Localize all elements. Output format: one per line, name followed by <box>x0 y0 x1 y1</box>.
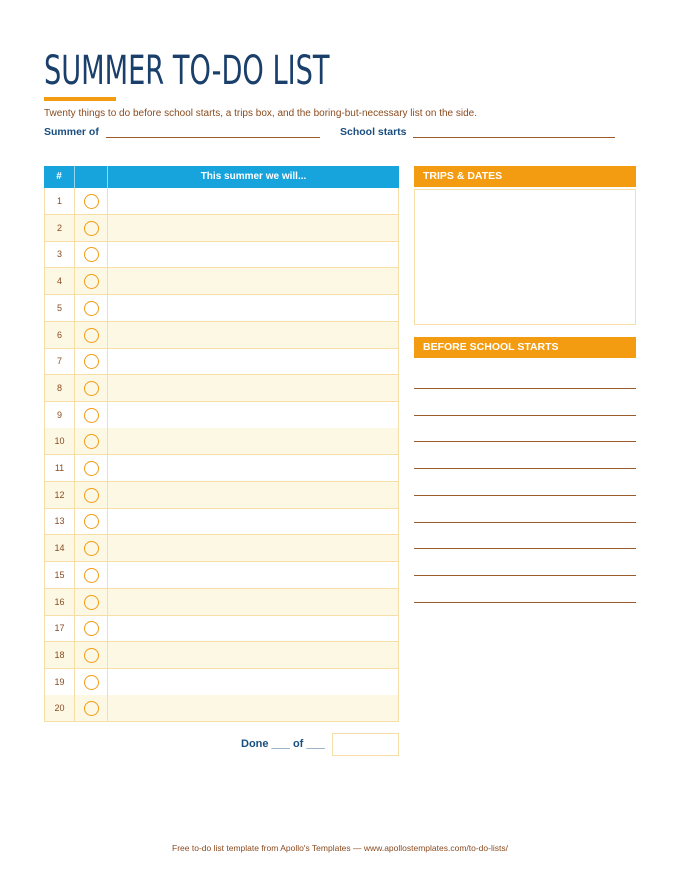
checkbox-circle-icon[interactable] <box>84 595 99 610</box>
before-school-line[interactable] <box>414 388 636 389</box>
checkbox-circle-icon[interactable] <box>84 675 99 690</box>
checkbox-circle-icon[interactable] <box>84 461 99 476</box>
checkbox-circle-icon[interactable] <box>84 434 99 449</box>
checkbox-cell <box>75 188 108 214</box>
task-field[interactable] <box>108 268 398 294</box>
checkbox-circle-icon[interactable] <box>84 701 99 716</box>
row-number: 11 <box>45 455 75 481</box>
row-number: 1 <box>45 188 75 214</box>
checkbox-cell <box>75 589 108 615</box>
trips-dates-box[interactable] <box>414 189 636 325</box>
table-row <box>44 428 399 455</box>
table-row <box>44 535 399 562</box>
checkbox-cell <box>75 508 108 534</box>
table-row <box>44 375 399 402</box>
trips-dates-header: TRIPS & DATES <box>414 166 636 187</box>
checkbox-cell <box>75 215 108 241</box>
row-number: 17 <box>45 615 75 641</box>
checkbox-cell <box>75 562 108 588</box>
checkbox-cell <box>75 455 108 481</box>
task-field[interactable] <box>108 642 398 668</box>
task-field[interactable] <box>108 215 398 241</box>
row-number: 7 <box>45 348 75 374</box>
checkbox-circle-icon[interactable] <box>84 514 99 529</box>
summer-of-field[interactable] <box>106 137 320 138</box>
row-number: 12 <box>45 482 75 508</box>
checkbox-circle-icon[interactable] <box>84 301 99 316</box>
checkbox-circle-icon[interactable] <box>84 568 99 583</box>
checkbox-cell <box>75 695 108 721</box>
checkbox-cell <box>75 375 108 401</box>
page-title: SUMMER TO-DO LIST <box>44 48 330 94</box>
checkbox-circle-icon[interactable] <box>84 221 99 236</box>
task-field[interactable] <box>108 375 398 401</box>
column-header-check <box>75 166 107 188</box>
checkbox-cell <box>75 348 108 374</box>
column-header-number: # <box>56 171 62 182</box>
task-field[interactable] <box>108 188 398 214</box>
summer-of-label: Summer of <box>44 126 99 138</box>
before-school-line[interactable] <box>414 468 636 469</box>
checkbox-circle-icon[interactable] <box>84 354 99 369</box>
before-school-line[interactable] <box>414 522 636 523</box>
row-number: 18 <box>45 642 75 668</box>
table-row <box>44 589 399 616</box>
checkbox-circle-icon[interactable] <box>84 247 99 262</box>
task-field[interactable] <box>108 482 398 508</box>
table-row <box>44 508 399 535</box>
checkbox-circle-icon[interactable] <box>84 328 99 343</box>
task-field[interactable] <box>108 535 398 561</box>
done-counter-label: Done ___ of ___ <box>241 738 325 750</box>
task-field[interactable] <box>108 322 398 348</box>
task-field[interactable] <box>108 295 398 321</box>
task-field[interactable] <box>108 669 398 695</box>
footer-credit: Free to-do list template from Apollo's Templates — www.apollostemplates.com/to-do-lists/ <box>172 843 508 853</box>
title-underline <box>44 97 116 101</box>
checkbox-circle-icon[interactable] <box>84 194 99 209</box>
row-number: 10 <box>45 428 75 454</box>
task-field[interactable] <box>108 455 398 481</box>
row-number: 2 <box>45 215 75 241</box>
checkbox-cell <box>75 669 108 695</box>
table-row <box>44 268 399 295</box>
checkbox-circle-icon[interactable] <box>84 621 99 636</box>
school-starts-label: School starts <box>340 126 407 138</box>
checkbox-cell <box>75 322 108 348</box>
task-field[interactable] <box>108 402 398 428</box>
checkbox-cell <box>75 428 108 454</box>
table-row <box>44 669 399 696</box>
checkbox-cell <box>75 295 108 321</box>
checkbox-cell <box>75 402 108 428</box>
checkbox-cell <box>75 642 108 668</box>
task-field[interactable] <box>108 695 398 721</box>
task-field[interactable] <box>108 348 398 374</box>
table-row <box>44 295 399 322</box>
column-header-task: This summer we will... <box>200 171 307 182</box>
checkbox-circle-icon[interactable] <box>84 648 99 663</box>
table-row <box>44 188 399 215</box>
task-field[interactable] <box>108 615 398 641</box>
before-school-line[interactable] <box>414 415 636 416</box>
task-field[interactable] <box>108 562 398 588</box>
table-row <box>44 482 399 509</box>
page-subtitle: Twenty things to do before school starts, a trips box, and the boring-but-necessary list on the side. <box>44 108 478 119</box>
checkbox-cell <box>75 268 108 294</box>
checkbox-circle-icon[interactable] <box>84 274 99 289</box>
row-number: 6 <box>45 322 75 348</box>
done-counter-box[interactable] <box>332 733 399 756</box>
table-row <box>44 562 399 589</box>
before-school-line[interactable] <box>414 602 636 603</box>
table-row <box>44 241 399 268</box>
table-row <box>44 402 399 429</box>
checkbox-circle-icon[interactable] <box>84 381 99 396</box>
row-number: 13 <box>45 508 75 534</box>
task-field[interactable] <box>108 589 398 615</box>
checkbox-cell <box>75 482 108 508</box>
row-number: 16 <box>45 589 75 615</box>
row-number: 19 <box>45 669 75 695</box>
row-number: 4 <box>45 268 75 294</box>
checkbox-circle-icon[interactable] <box>84 488 99 503</box>
checkbox-cell <box>75 241 108 267</box>
table-row <box>44 348 399 375</box>
checkbox-cell <box>75 535 108 561</box>
before-school-line[interactable] <box>414 495 636 496</box>
task-field[interactable] <box>108 428 398 454</box>
table-row <box>44 695 399 722</box>
task-field[interactable] <box>108 508 398 534</box>
row-number: 14 <box>45 535 75 561</box>
table-row <box>44 215 399 242</box>
row-number: 9 <box>45 402 75 428</box>
row-number: 3 <box>45 241 75 267</box>
checkbox-cell <box>75 615 108 641</box>
row-number: 15 <box>45 562 75 588</box>
checkbox-circle-icon[interactable] <box>84 408 99 423</box>
table-row <box>44 642 399 669</box>
table-row <box>44 615 399 642</box>
task-field[interactable] <box>108 241 398 267</box>
before-school-header: BEFORE SCHOOL STARTS <box>414 337 636 358</box>
checkbox-circle-icon[interactable] <box>84 541 99 556</box>
row-number: 20 <box>45 695 75 721</box>
before-school-line[interactable] <box>414 441 636 442</box>
todo-table-header <box>44 166 399 188</box>
before-school-line[interactable] <box>414 548 636 549</box>
row-number: 5 <box>45 295 75 321</box>
table-row <box>44 322 399 349</box>
table-row <box>44 455 399 482</box>
school-starts-field[interactable] <box>413 137 615 138</box>
row-number: 8 <box>45 375 75 401</box>
before-school-line[interactable] <box>414 575 636 576</box>
